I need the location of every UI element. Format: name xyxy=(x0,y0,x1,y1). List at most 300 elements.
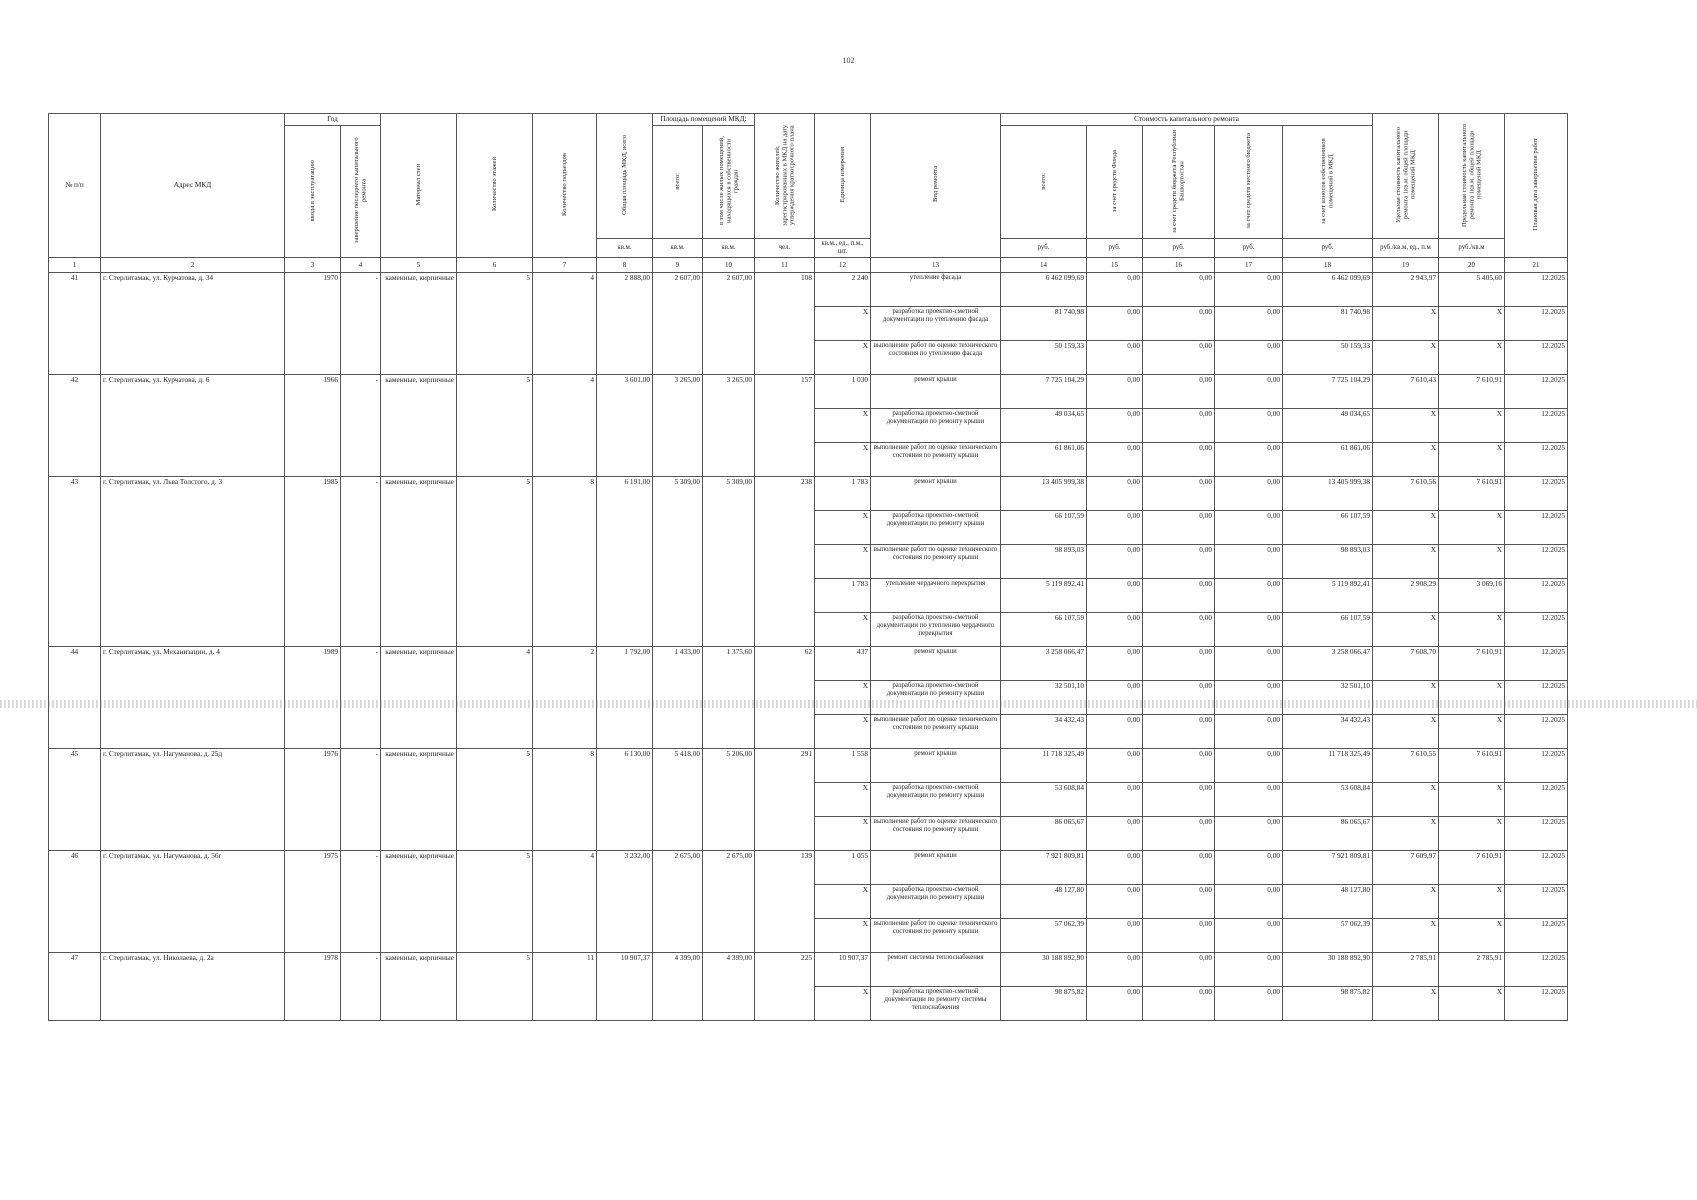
cost-total-cell: 7 921 809,81 xyxy=(1001,851,1087,885)
cost-local-cell: 0,00 xyxy=(1215,885,1283,919)
max-cost-cell: X xyxy=(1439,443,1505,477)
cost-owners-cell: 98 875,82 xyxy=(1283,987,1373,1021)
unit-value-cell: X xyxy=(815,613,871,647)
unit-value-cell: X xyxy=(815,715,871,749)
floors-cell: 5 xyxy=(457,477,533,647)
max-cost-cell: X xyxy=(1439,511,1505,545)
cost-total-cell: 3 258 066,47 xyxy=(1001,647,1087,681)
owners-area-cell: 2 675,00 xyxy=(703,851,755,953)
unit-label: руб. xyxy=(1143,239,1215,258)
year-last-repair-cell: - xyxy=(341,273,381,375)
plan-date-cell: 12.2025 xyxy=(1505,375,1568,409)
cost-local-cell: 0,00 xyxy=(1215,341,1283,375)
cost-owners-cell: 66 107,59 xyxy=(1283,511,1373,545)
cost-republic-cell: 0,00 xyxy=(1143,273,1215,307)
column-number: 5 xyxy=(381,258,457,273)
cost-owners-cell: 7 921 809,81 xyxy=(1283,851,1373,885)
wall-material-cell: каменные, кирпичные xyxy=(381,647,457,749)
cost-fund-cell: 0,00 xyxy=(1087,953,1143,987)
cost-total-cell: 13 405 999,38 xyxy=(1001,477,1087,511)
work-type-cell: выполнение работ по оценке технического состояния по утеплению фасада xyxy=(871,341,1001,375)
work-type-cell: утепление чердачного перекрытия xyxy=(871,579,1001,613)
work-type-cell: ремонт крыши xyxy=(871,749,1001,783)
header-total-area: Общая площадь МКД, всего xyxy=(597,114,653,239)
premises-area-cell: 5 418,00 xyxy=(653,749,703,851)
year-commission-cell: 1978 xyxy=(285,953,341,1021)
plan-date-cell: 12.2025 xyxy=(1505,409,1568,443)
year-last-repair-cell: - xyxy=(341,647,381,749)
cost-local-cell: 0,00 xyxy=(1215,817,1283,851)
owners-area-cell: 3 265,00 xyxy=(703,375,755,477)
cost-owners-cell: 66 107,59 xyxy=(1283,613,1373,647)
unit-cost-cell: 7 610,55 xyxy=(1373,749,1439,783)
cost-fund-cell: 0,00 xyxy=(1087,851,1143,885)
column-number: 20 xyxy=(1439,258,1505,273)
unit-cost-cell: X xyxy=(1373,783,1439,817)
entrances-cell: 2 xyxy=(533,647,597,749)
header-area-total: всего: xyxy=(653,126,703,239)
plan-date-cell: 12.2025 xyxy=(1505,545,1568,579)
header-cost-republic: за счет средств бюджета Республики Башкортостан xyxy=(1143,126,1215,239)
max-cost-cell: X xyxy=(1439,307,1505,341)
plan-date-cell: 12.2025 xyxy=(1505,987,1568,1021)
plan-date-cell: 12.2025 xyxy=(1505,783,1568,817)
header-unit-cost: Удельная стоимость капитального ремонта 1кв.м. общей площади помещений МКД xyxy=(1373,114,1439,239)
year-commission-cell: 1966 xyxy=(285,375,341,477)
column-number: 17 xyxy=(1215,258,1283,273)
unit-value-cell: X xyxy=(815,341,871,375)
address-cell: г. Стерлитамак, ул. Николаева, д. 2а xyxy=(101,953,285,1021)
plan-date-cell: 12.2025 xyxy=(1505,851,1568,885)
cost-owners-cell: 49 034,65 xyxy=(1283,409,1373,443)
cost-owners-cell: 34 432,43 xyxy=(1283,715,1373,749)
year-last-repair-cell: - xyxy=(341,477,381,647)
unit-label: кв.м. xyxy=(597,239,653,258)
max-cost-cell: 2 785,91 xyxy=(1439,953,1505,987)
unit-value-cell: X xyxy=(815,545,871,579)
column-number: 18 xyxy=(1283,258,1373,273)
header-num: № п/п xyxy=(49,114,101,258)
cost-fund-cell: 0,00 xyxy=(1087,579,1143,613)
max-cost-cell: 7 610,91 xyxy=(1439,647,1505,681)
cost-local-cell: 0,00 xyxy=(1215,443,1283,477)
max-cost-cell: 7 610,91 xyxy=(1439,375,1505,409)
cost-republic-cell: 0,00 xyxy=(1143,477,1215,511)
year-commission-cell: 1975 xyxy=(285,851,341,953)
cost-local-cell: 0,00 xyxy=(1215,987,1283,1021)
cost-republic-cell: 0,00 xyxy=(1143,681,1215,715)
unit-cost-cell: 2 943,97 xyxy=(1373,273,1439,307)
header-max-cost: Предельная стоимость капитального ремонта 1кв.м. общей площади помещений МКД xyxy=(1439,114,1505,239)
entrances-cell: 8 xyxy=(533,749,597,851)
max-cost-cell: 7 610,91 xyxy=(1439,477,1505,511)
cost-local-cell: 0,00 xyxy=(1215,545,1283,579)
plan-date-cell: 12.2025 xyxy=(1505,647,1568,681)
column-number: 14 xyxy=(1001,258,1087,273)
residents-cell: 62 xyxy=(755,647,815,749)
unit-label: кв.м. xyxy=(653,239,703,258)
unit-cost-cell: 7 610,56 xyxy=(1373,477,1439,511)
work-type-cell: разработка проектно-сметной документации по ремонту крыши xyxy=(871,681,1001,715)
cost-owners-cell: 13 405 999,38 xyxy=(1283,477,1373,511)
column-number: 4 xyxy=(341,258,381,273)
unit-label: руб. xyxy=(1001,239,1087,258)
cost-total-cell: 30 188 892,90 xyxy=(1001,953,1087,987)
work-type-cell: выполнение работ по оценке технического состояния по ремонту крыши xyxy=(871,817,1001,851)
max-cost-cell: X xyxy=(1439,681,1505,715)
column-number-row xyxy=(49,258,1568,273)
plan-date-cell: 12.2025 xyxy=(1505,341,1568,375)
cost-owners-cell: 32 501,10 xyxy=(1283,681,1373,715)
owners-area-cell: 5 309,00 xyxy=(703,477,755,647)
unit-label: руб./кв.м, ед., п.м xyxy=(1373,239,1439,258)
unit-label: руб. xyxy=(1215,239,1283,258)
cost-owners-cell: 53 608,84 xyxy=(1283,783,1373,817)
cost-total-cell: 48 127,80 xyxy=(1001,885,1087,919)
plan-date-cell: 12.2025 xyxy=(1505,885,1568,919)
cost-republic-cell: 0,00 xyxy=(1143,953,1215,987)
unit-cost-cell: X xyxy=(1373,715,1439,749)
unit-label: кв.м., ед., п.м., шт. xyxy=(815,239,871,258)
unit-cost-cell: X xyxy=(1373,511,1439,545)
max-cost-cell: X xyxy=(1439,885,1505,919)
cost-total-cell: 57 062,39 xyxy=(1001,919,1087,953)
cost-total-cell: 81 740,98 xyxy=(1001,307,1087,341)
unit-cost-cell: 7 610,43 xyxy=(1373,375,1439,409)
max-cost-cell: 7 610,91 xyxy=(1439,851,1505,885)
cost-total-cell: 32 501,10 xyxy=(1001,681,1087,715)
floors-cell: 5 xyxy=(457,273,533,375)
cost-local-cell: 0,00 xyxy=(1215,851,1283,885)
row-number: 43 xyxy=(49,477,101,647)
residents-cell: 157 xyxy=(755,375,815,477)
header-cost-local: за счет средств местного бюджета xyxy=(1215,126,1283,239)
total-area-cell: 1 792,00 xyxy=(597,647,653,749)
cost-local-cell: 0,00 xyxy=(1215,749,1283,783)
unit-label: руб. xyxy=(1283,239,1373,258)
plan-date-cell: 12.2025 xyxy=(1505,681,1568,715)
cost-fund-cell: 0,00 xyxy=(1087,715,1143,749)
address-cell: г. Стерлитамак, ул. Курчатова, д. 34 xyxy=(101,273,285,375)
header-cost-group: Стоимость капитального ремонта xyxy=(1001,114,1373,126)
unit-value-cell: X xyxy=(815,817,871,851)
unit-value-cell: 1 783 xyxy=(815,579,871,613)
cost-fund-cell: 0,00 xyxy=(1087,613,1143,647)
column-number: 3 xyxy=(285,258,341,273)
cost-local-cell: 0,00 xyxy=(1215,647,1283,681)
cost-owners-cell: 86 065,67 xyxy=(1283,817,1373,851)
column-number: 6 xyxy=(457,258,533,273)
cost-fund-cell: 0,00 xyxy=(1087,681,1143,715)
column-number: 9 xyxy=(653,258,703,273)
cost-total-cell: 6 462 099,69 xyxy=(1001,273,1087,307)
max-cost-cell: 7 610,91 xyxy=(1439,749,1505,783)
column-number: 10 xyxy=(703,258,755,273)
column-number: 13 xyxy=(871,258,1001,273)
cost-owners-cell: 57 062,39 xyxy=(1283,919,1373,953)
year-last-repair-cell: - xyxy=(341,851,381,953)
cost-fund-cell: 0,00 xyxy=(1087,817,1143,851)
cost-total-cell: 11 718 325,49 xyxy=(1001,749,1087,783)
table-row xyxy=(49,749,1568,783)
cost-local-cell: 0,00 xyxy=(1215,511,1283,545)
cost-fund-cell: 0,00 xyxy=(1087,273,1143,307)
unit-value-cell: X xyxy=(815,307,871,341)
year-last-repair-cell: - xyxy=(341,953,381,1021)
cost-owners-cell: 30 188 892,90 xyxy=(1283,953,1373,987)
header-area-owners: в том числе жилых помещений, находящихся в собственности граждан xyxy=(703,126,755,239)
unit-value-cell: 10 907,37 xyxy=(815,953,871,987)
max-cost-cell: X xyxy=(1439,783,1505,817)
cost-fund-cell: 0,00 xyxy=(1087,307,1143,341)
address-cell: г. Стерлитамак, ул. Нагуманова, д. 25д xyxy=(101,749,285,851)
cost-local-cell: 0,00 xyxy=(1215,477,1283,511)
cost-total-cell: 61 861,06 xyxy=(1001,443,1087,477)
cost-owners-cell: 50 159,33 xyxy=(1283,341,1373,375)
header-year-commission: ввода в эксплуатацию xyxy=(285,126,341,258)
unit-value-cell: X xyxy=(815,783,871,817)
work-type-cell: выполнение работ по оценке технического состояния по ремонту крыши xyxy=(871,715,1001,749)
plan-date-cell: 12.2025 xyxy=(1505,477,1568,511)
table-row xyxy=(49,953,1568,987)
cost-local-cell: 0,00 xyxy=(1215,307,1283,341)
cost-owners-cell: 7 725 104,29 xyxy=(1283,375,1373,409)
wall-material-cell: каменные, кирпичные xyxy=(381,477,457,647)
max-cost-cell: X xyxy=(1439,613,1505,647)
column-number: 1 xyxy=(49,258,101,273)
cost-fund-cell: 0,00 xyxy=(1087,647,1143,681)
unit-cost-cell: X xyxy=(1373,919,1439,953)
header-residents: Количество жителей, зарегистрированных в МКД на дату утверждения краткосрочного плана xyxy=(755,114,815,239)
cost-republic-cell: 0,00 xyxy=(1143,987,1215,1021)
row-number: 44 xyxy=(49,647,101,749)
work-type-cell: ремонт системы теплоснабжения xyxy=(871,953,1001,987)
unit-label: чел. xyxy=(755,239,815,258)
cost-fund-cell: 0,00 xyxy=(1087,375,1143,409)
total-area-cell: 3 601,00 xyxy=(597,375,653,477)
unit-label: руб./кв.м xyxy=(1439,239,1505,258)
plan-date-cell: 12.2025 xyxy=(1505,817,1568,851)
entrances-cell: 4 xyxy=(533,375,597,477)
cost-total-cell: 49 034,65 xyxy=(1001,409,1087,443)
cost-owners-cell: 5 119 892,41 xyxy=(1283,579,1373,613)
entrances-cell: 11 xyxy=(533,953,597,1021)
work-type-cell: разработка проектно-сметной документации по утеплению фасада xyxy=(871,307,1001,341)
plan-date-cell: 12.2025 xyxy=(1505,307,1568,341)
work-type-cell: ремонт крыши xyxy=(871,375,1001,409)
owners-area-cell: 2 607,00 xyxy=(703,273,755,375)
row-number: 45 xyxy=(49,749,101,851)
header-cost-owners: за счет взносов собственников помещений в МКД xyxy=(1283,126,1373,239)
header-unit: Единица измерения xyxy=(815,114,871,239)
cost-republic-cell: 0,00 xyxy=(1143,545,1215,579)
cost-total-cell: 5 119 892,41 xyxy=(1001,579,1087,613)
table-row xyxy=(49,477,1568,511)
wall-material-cell: каменные, кирпичные xyxy=(381,749,457,851)
cost-fund-cell: 0,00 xyxy=(1087,511,1143,545)
header-work-type: Вид ремонта xyxy=(871,114,1001,258)
column-number: 2 xyxy=(101,258,285,273)
cost-total-cell: 66 107,59 xyxy=(1001,511,1087,545)
max-cost-cell: X xyxy=(1439,987,1505,1021)
total-area-cell: 6 130,00 xyxy=(597,749,653,851)
cost-republic-cell: 0,00 xyxy=(1143,715,1215,749)
floors-cell: 5 xyxy=(457,749,533,851)
header-year-last-repair: завершение последнего капитального ремонта xyxy=(341,126,381,258)
cost-total-cell: 98 893,03 xyxy=(1001,545,1087,579)
cost-local-cell: 0,00 xyxy=(1215,375,1283,409)
year-last-repair-cell: - xyxy=(341,375,381,477)
row-number: 47 xyxy=(49,953,101,1021)
cost-total-cell: 50 159,33 xyxy=(1001,341,1087,375)
cost-republic-cell: 0,00 xyxy=(1143,817,1215,851)
floors-cell: 5 xyxy=(457,953,533,1021)
unit-value-cell: X xyxy=(815,987,871,1021)
cost-fund-cell: 0,00 xyxy=(1087,341,1143,375)
work-type-cell: разработка проектно-сметной документации по ремонту крыши xyxy=(871,511,1001,545)
header-address: Адрес МКД xyxy=(101,114,285,258)
unit-cost-cell: X xyxy=(1373,545,1439,579)
max-cost-cell: X xyxy=(1439,545,1505,579)
scan-artifact xyxy=(0,700,1697,708)
cost-local-cell: 0,00 xyxy=(1215,715,1283,749)
unit-cost-cell: X xyxy=(1373,409,1439,443)
wall-material-cell: каменные, кирпичные xyxy=(381,953,457,1021)
cost-republic-cell: 0,00 xyxy=(1143,851,1215,885)
row-number: 46 xyxy=(49,851,101,953)
plan-date-cell: 12.2025 xyxy=(1505,919,1568,953)
owners-area-cell: 1 375,60 xyxy=(703,647,755,749)
column-number: 19 xyxy=(1373,258,1439,273)
column-number: 16 xyxy=(1143,258,1215,273)
header-cost-total: всего: xyxy=(1001,126,1087,239)
capital-repair-table xyxy=(48,113,1568,1021)
cost-local-cell: 0,00 xyxy=(1215,613,1283,647)
unit-cost-cell: 2 908,29 xyxy=(1373,579,1439,613)
work-type-cell: ремонт крыши xyxy=(871,647,1001,681)
column-number: 12 xyxy=(815,258,871,273)
unit-value-cell: X xyxy=(815,885,871,919)
cost-republic-cell: 0,00 xyxy=(1143,341,1215,375)
cost-total-cell: 34 432,43 xyxy=(1001,715,1087,749)
year-last-repair-cell: - xyxy=(341,749,381,851)
cost-fund-cell: 0,00 xyxy=(1087,919,1143,953)
table-row xyxy=(49,647,1568,681)
plan-date-cell: 12.2025 xyxy=(1505,511,1568,545)
cost-owners-cell: 61 861,06 xyxy=(1283,443,1373,477)
cost-republic-cell: 0,00 xyxy=(1143,307,1215,341)
unit-label: кв.м. xyxy=(703,239,755,258)
unit-cost-cell: X xyxy=(1373,885,1439,919)
cost-local-cell: 0,00 xyxy=(1215,681,1283,715)
total-area-cell: 2 888,00 xyxy=(597,273,653,375)
cost-republic-cell: 0,00 xyxy=(1143,579,1215,613)
plan-date-cell: 12.2025 xyxy=(1505,579,1568,613)
premises-area-cell: 2 675,00 xyxy=(653,851,703,953)
cost-fund-cell: 0,00 xyxy=(1087,409,1143,443)
cost-republic-cell: 0,00 xyxy=(1143,511,1215,545)
cost-local-cell: 0,00 xyxy=(1215,919,1283,953)
entrances-cell: 8 xyxy=(533,477,597,647)
row-number: 41 xyxy=(49,273,101,375)
unit-cost-cell: X xyxy=(1373,443,1439,477)
cost-fund-cell: 0,00 xyxy=(1087,987,1143,1021)
column-number: 21 xyxy=(1505,258,1568,273)
cost-total-cell: 7 725 104,29 xyxy=(1001,375,1087,409)
wall-material-cell: каменные, кирпичные xyxy=(381,273,457,375)
unit-value-cell: 2 240 xyxy=(815,273,871,307)
unit-cost-cell: 7 609,97 xyxy=(1373,851,1439,885)
total-area-cell: 10 907,37 xyxy=(597,953,653,1021)
unit-cost-cell: X xyxy=(1373,987,1439,1021)
owners-area-cell: 4 399,00 xyxy=(703,953,755,1021)
entrances-cell: 4 xyxy=(533,851,597,953)
cost-local-cell: 0,00 xyxy=(1215,783,1283,817)
cost-fund-cell: 0,00 xyxy=(1087,443,1143,477)
unit-value-cell: X xyxy=(815,409,871,443)
cost-republic-cell: 0,00 xyxy=(1143,647,1215,681)
unit-cost-cell: X xyxy=(1373,613,1439,647)
address-cell: г. Стерлитамак, ул. Льва Толстого, д. 3 xyxy=(101,477,285,647)
work-type-cell: выполнение работ по оценке технического состояния по ремонту крыши xyxy=(871,545,1001,579)
cost-total-cell: 98 875,82 xyxy=(1001,987,1087,1021)
max-cost-cell: X xyxy=(1439,341,1505,375)
unit-value-cell: X xyxy=(815,511,871,545)
cost-local-cell: 0,00 xyxy=(1215,953,1283,987)
unit-value-cell: 1 783 xyxy=(815,477,871,511)
cost-republic-cell: 0,00 xyxy=(1143,375,1215,409)
page-number: 102 xyxy=(842,56,855,65)
cost-republic-cell: 0,00 xyxy=(1143,749,1215,783)
unit-cost-cell: X xyxy=(1373,307,1439,341)
work-type-cell: разработка проектно-сметной документации по ремонту системы теплоснабжения xyxy=(871,987,1001,1021)
cost-fund-cell: 0,00 xyxy=(1087,749,1143,783)
residents-cell: 139 xyxy=(755,851,815,953)
cost-republic-cell: 0,00 xyxy=(1143,885,1215,919)
plan-date-cell: 12.2025 xyxy=(1505,715,1568,749)
work-type-cell: ремонт крыши xyxy=(871,477,1001,511)
cost-local-cell: 0,00 xyxy=(1215,579,1283,613)
header-premises-group: Площадь помещений МКД: xyxy=(653,114,755,126)
max-cost-cell: X xyxy=(1439,715,1505,749)
header-floors: Количество этажей xyxy=(457,114,533,258)
unit-cost-cell: 2 785,91 xyxy=(1373,953,1439,987)
table-body xyxy=(49,273,1568,1021)
unit-cost-cell: X xyxy=(1373,817,1439,851)
unit-label: руб. xyxy=(1087,239,1143,258)
work-type-cell: разработка проектно-сметной документации по ремонту крыши xyxy=(871,885,1001,919)
unit-value-cell: X xyxy=(815,443,871,477)
work-type-cell: разработка проектно-сметной документации по ремонту крыши xyxy=(871,783,1001,817)
unit-value-cell: 1 055 xyxy=(815,851,871,885)
residents-cell: 238 xyxy=(755,477,815,647)
plan-date-cell: 12.2025 xyxy=(1505,953,1568,987)
cost-fund-cell: 0,00 xyxy=(1087,885,1143,919)
max-cost-cell: 5 405,60 xyxy=(1439,273,1505,307)
cost-republic-cell: 0,00 xyxy=(1143,613,1215,647)
max-cost-cell: X xyxy=(1439,409,1505,443)
unit-value-cell: X xyxy=(815,919,871,953)
column-number: 11 xyxy=(755,258,815,273)
cost-total-cell: 66 107,59 xyxy=(1001,613,1087,647)
entrances-cell: 4 xyxy=(533,273,597,375)
cost-local-cell: 0,00 xyxy=(1215,273,1283,307)
cost-total-cell: 86 065,67 xyxy=(1001,817,1087,851)
work-type-cell: разработка проектно-сметной документации по утеплению чердачного перекрытия xyxy=(871,613,1001,647)
cost-republic-cell: 0,00 xyxy=(1143,409,1215,443)
cost-owners-cell: 11 718 325,49 xyxy=(1283,749,1373,783)
work-type-cell: выполнение работ по оценке технического состояния по ремонту крыши xyxy=(871,919,1001,953)
